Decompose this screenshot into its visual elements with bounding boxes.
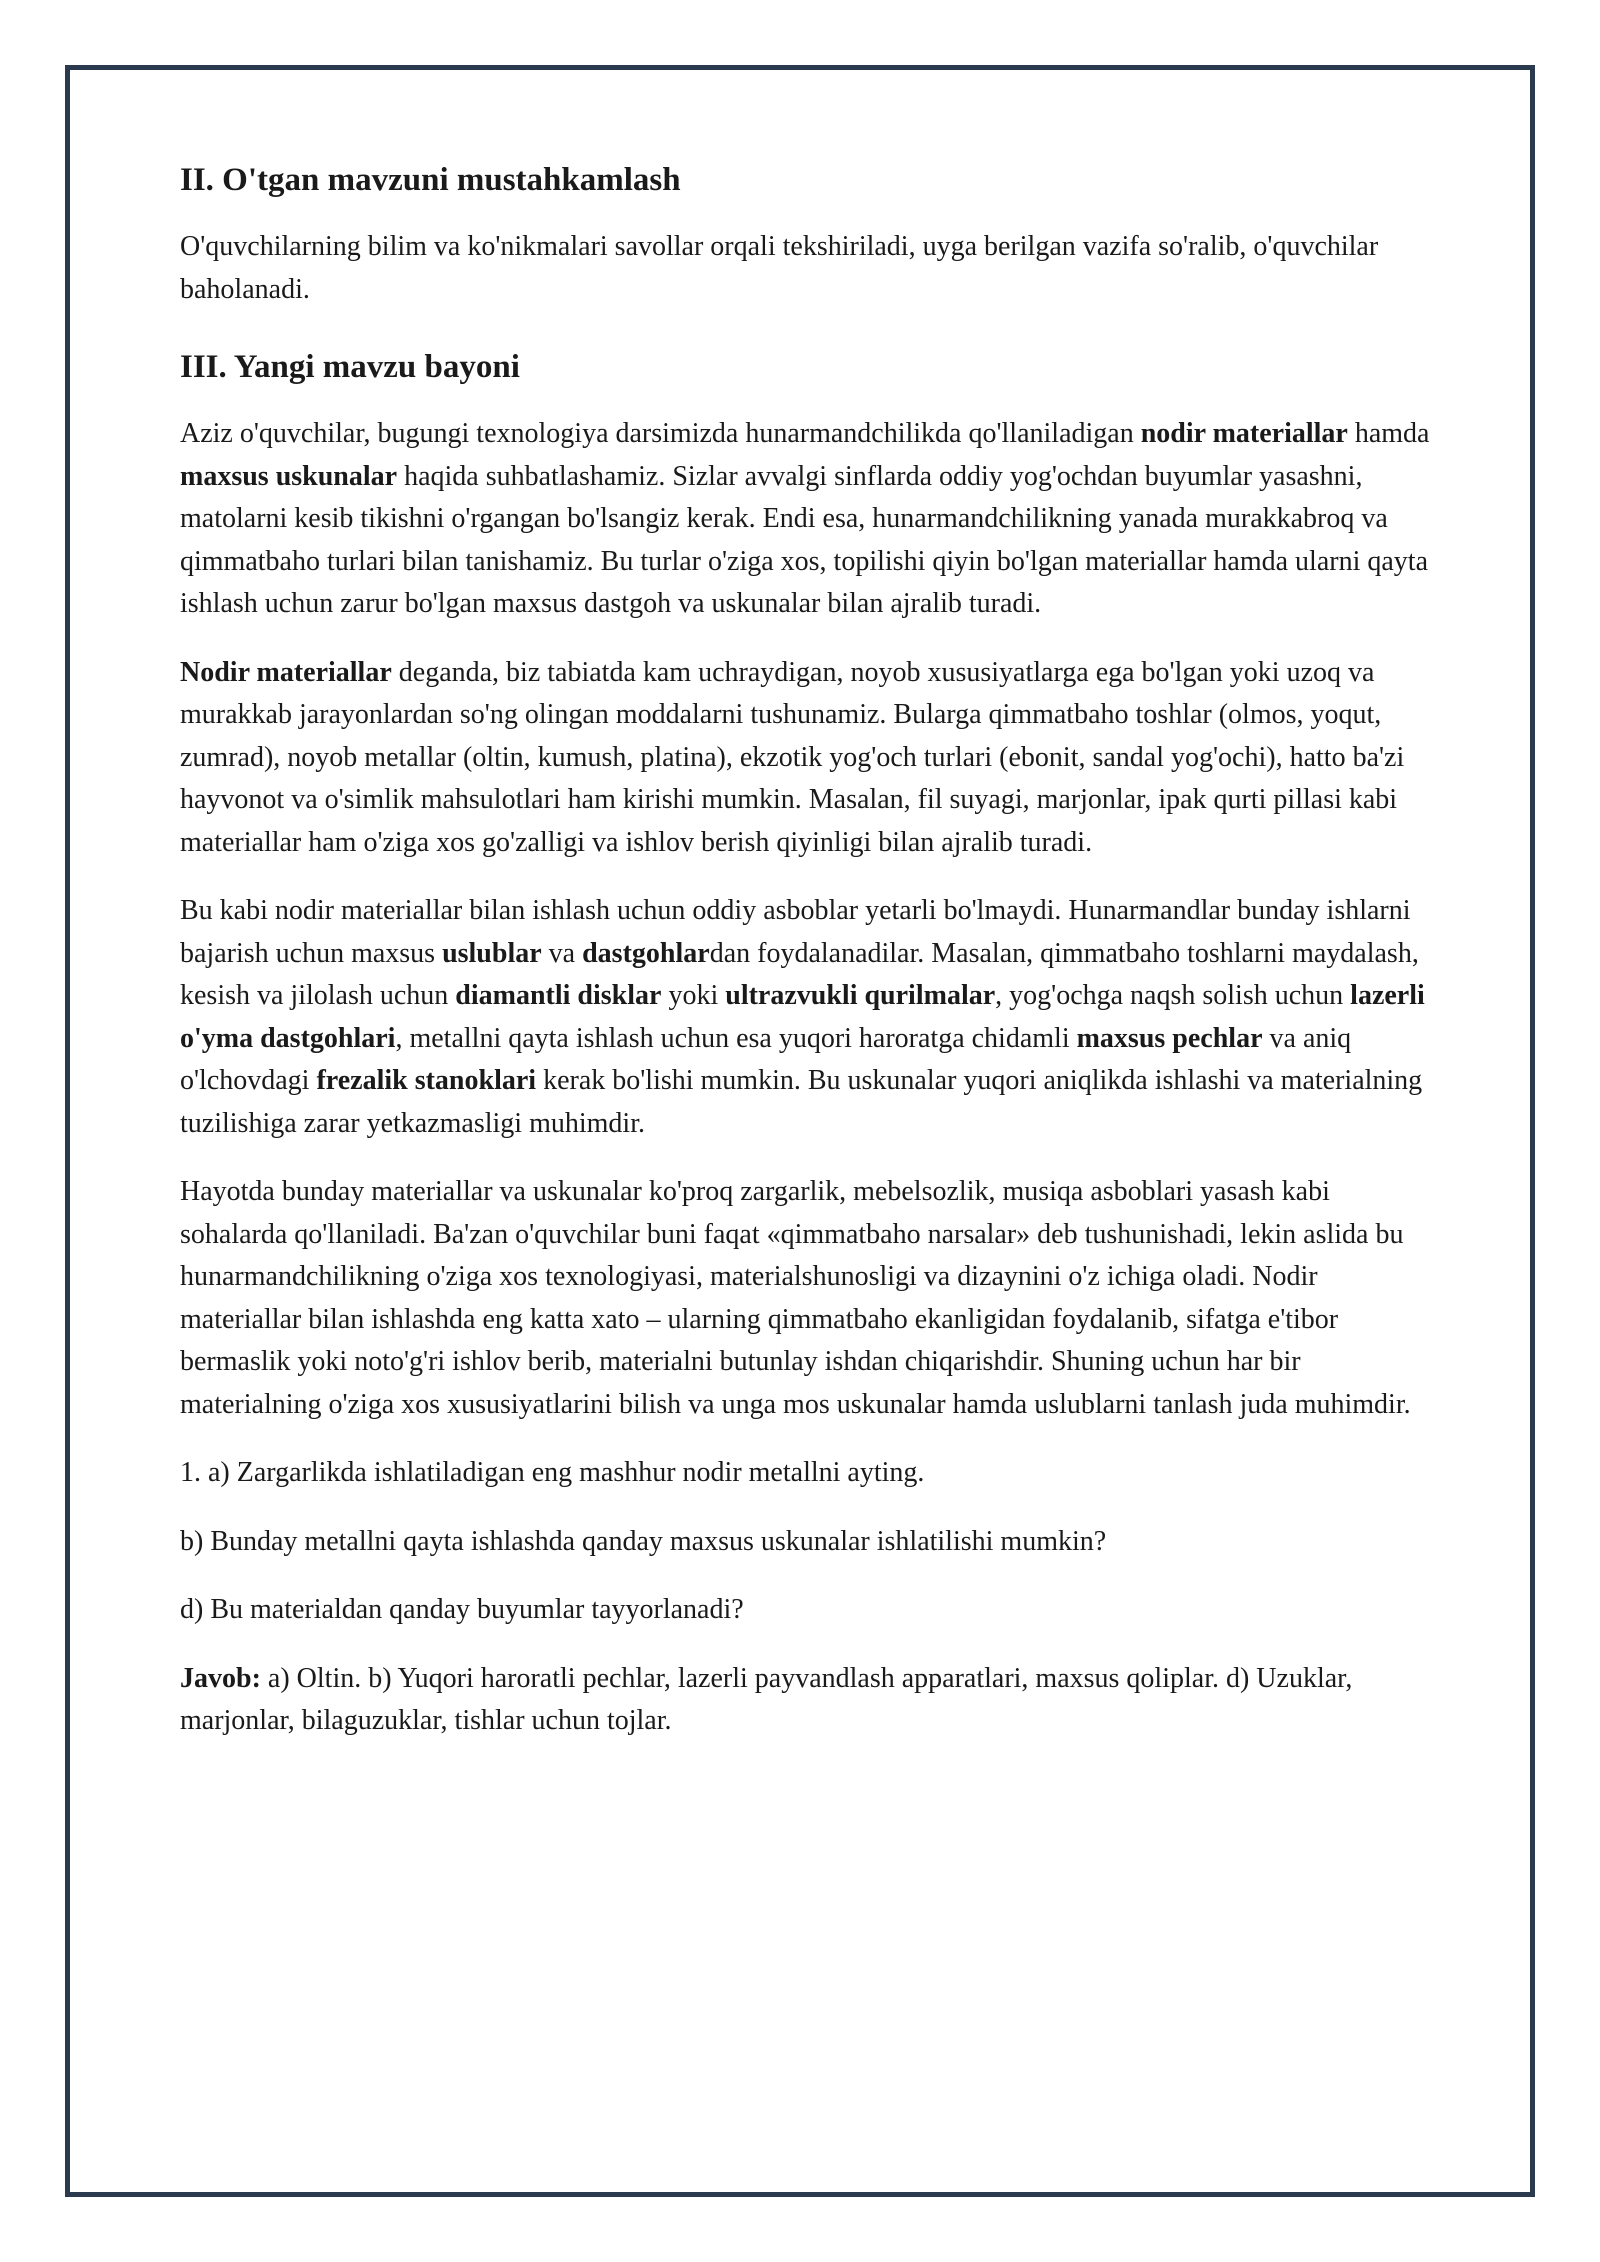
text-run: Bu kabi nodir materiallar bilan ishlash uchun oddiy asboblar yetarli bo'lmaydi. Hunarmandlar bunday ishlarni bajarish uchun maxsus bbox=[180, 895, 1411, 969]
question-d: d) Bu materialdan qanday buyumlar tayyorlanadi? bbox=[180, 1594, 744, 1625]
bold-term: Nodir materiallar bbox=[180, 656, 392, 688]
paragraph-intro bbox=[180, 413, 1440, 626]
document-content bbox=[180, 158, 1440, 1769]
text-run: haqida suhbatlashamiz. Sizlar avvalgi sinflarda oddiy yog'ochdan buyumlar yasashni, matolarni kesib tikishni o'rgangan bo'lsangiz kerak. Endi esa, hunarmandchilikning yanada murakkabroq va qimmatbaho turlari bilan tanishamiz. Bu turlar o'ziga xos, topilishi qiyin bo'lgan materiallar hamda ularni qayta ishlash uchun zarur bo'lgan maxsus dastgoh va uskunalar bilan ajralib turadi. bbox=[180, 460, 1428, 619]
bold-term: maxsus uskunalar bbox=[180, 460, 398, 492]
bold-term: nodir materiallar bbox=[1140, 418, 1348, 449]
answer-label: Javob: bbox=[180, 1662, 261, 1694]
paragraph-applications: Hayotda bunday materiallar va uskunalar ko'proq zargarlik, mebelsozlik, musiqa asboblari yasash kabi sohalarda qo'llaniladi. Ba'zan o'quvchilar buni faqat «qimmatbaho narsalar» deb tushunishadi, lekin aslida bu hunarmandchilikning o'ziga xos texnologiyasi, materialshunosligi va dizaynini o'z ichiga oladi. Nodir materiallar bilan ishlashda eng katta xato – ularning qimmatbaho ekanligidan foydalanib, sifatga e'tibor bermaslik yoki noto'g'ri ishlov berib, materialni butunlay ishdan chiqarishdir. Shuning uchun har bir materialning o'ziga xos xususiyatlarini bilish va unga mos uskunalar hamda uslublarni tanlash juda muhimdir. bbox=[180, 1176, 1411, 1420]
paragraph-special-tools bbox=[180, 890, 1440, 1145]
section-2-paragraph: O'quvchilarning bilim va ko'nikmalari savollar orqali tekshiriladi, uyga berilgan vazifa so'ralib, o'quvchilar baholanadi. bbox=[180, 231, 1379, 305]
answer-paragraph bbox=[180, 1658, 1440, 1743]
bold-term: diamantli disklar bbox=[455, 980, 662, 1011]
text-run: hamda bbox=[1347, 418, 1430, 449]
paragraph-rare-materials bbox=[180, 652, 1440, 865]
bold-term: uslublar bbox=[442, 937, 542, 969]
bold-term: lazerli o'yma dastgohlari bbox=[180, 980, 1425, 1054]
text-run: va bbox=[541, 937, 583, 969]
text-run: deganda, biz tabiatda kam uchraydigan, noyob xususiyatlarga ega bo'lgan yoki uzoq va murakkab jarayonlardan so'ng olingan moddalarni tushunamiz. Bularga qimmatbaho toshlar (olmos, yoqut, zumrad), noyob metallar (oltin, kumush, platina), ekzotik yog'och turlari (ebonit, sandal yog'ochi), hatto ba'zi hayvonot va o'simlik mahsulotlari ham kirishi mumkin. Masalan, fil suyagi, marjonlar, ipak qurti pillasi kabi materiallar ham o'ziga xos go'zalligi va ishlov berish qiyinligi bilan ajralib turadi. bbox=[180, 656, 1405, 858]
bold-term: frezalik stanoklari bbox=[316, 1065, 537, 1096]
section-heading-3: III. Yangi mavzu bayoni bbox=[180, 349, 520, 385]
text-run: Aziz o'quvchilar, bugungi texnologiya darsimizda hunarmandchilikda qo'llaniladigan bbox=[180, 418, 1141, 449]
text-run: kerak bo'lishi mumkin. Bu uskunalar yuqori aniqlikda ishlashi va materialning tuzilishiga zarar yetkazmasligi muhimdir. bbox=[180, 1065, 1423, 1139]
text-run: dan foydalanadilar. Masalan, qimmatbaho toshlarni maydalash, kesish va jilolash uchun bbox=[180, 937, 1419, 1011]
text-run: yoki bbox=[661, 980, 726, 1011]
question-a: 1. a) Zargarlikda ishlatiladigan eng mashhur nodir metallni ayting. bbox=[180, 1457, 925, 1488]
text-run: va aniq o'lchovdagi bbox=[180, 1022, 1352, 1096]
text-run: , metallni qayta ishlash uchun esa yuqori haroratga chidamli bbox=[395, 1022, 1077, 1054]
answer-text: a) Oltin. b) Yuqori haroratli pechlar, lazerli payvandlash apparatlari, maxsus qoliplar. d) Uzuklar, marjonlar, bilaguzuklar, tishlar uchun tojlar. bbox=[180, 1662, 1353, 1736]
section-heading-2: II. O'tgan mavzuni mustahkamlash bbox=[180, 162, 681, 198]
text-run: , yog'ochga naqsh solish uchun bbox=[995, 980, 1351, 1011]
question-b: b) Bunday metallni qayta ishlashda qanday maxsus uskunalar ishlatilishi mumkin? bbox=[180, 1525, 1107, 1557]
bold-term: dastgohlar bbox=[582, 937, 710, 969]
bold-term: maxsus pechlar bbox=[1076, 1022, 1263, 1054]
bold-term: ultrazvukli qurilmalar bbox=[725, 980, 996, 1011]
page-frame bbox=[65, 65, 1535, 2197]
